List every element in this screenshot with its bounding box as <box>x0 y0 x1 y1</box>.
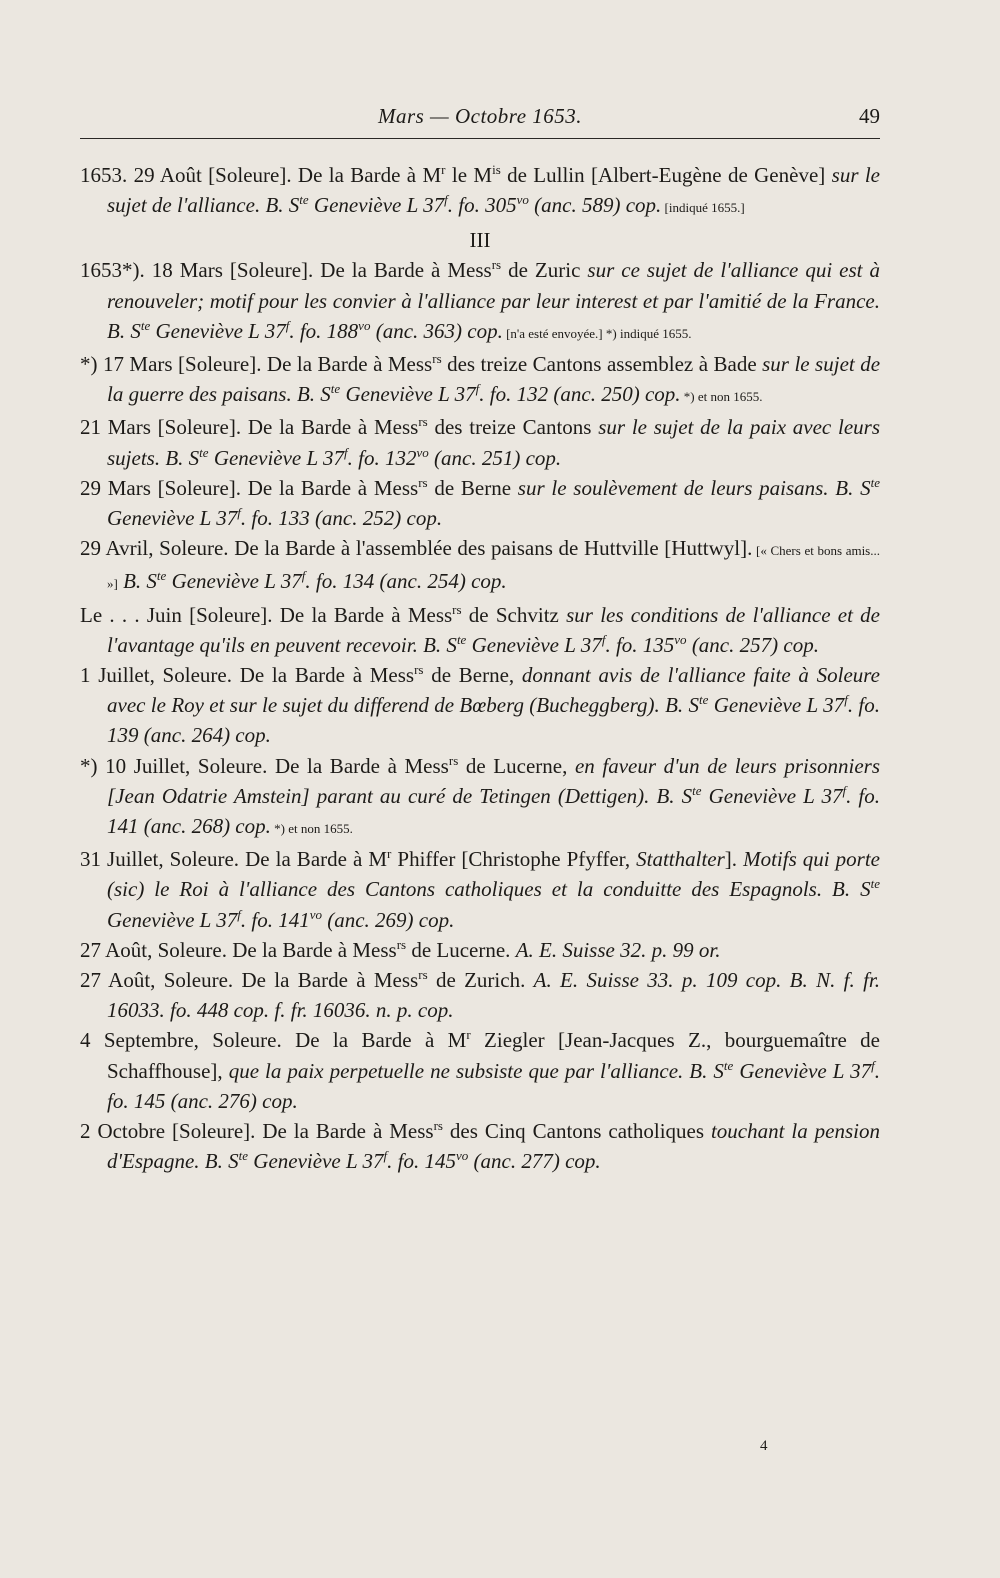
entry-superscript: rs <box>418 474 428 490</box>
entry-superscript: te <box>456 631 467 647</box>
entry-text: 21 Mars [Soleure]. De la Barde à Mess <box>80 415 419 440</box>
entry-text: 1 Juillet, Soleure. De la Barde à Mess <box>80 663 415 688</box>
entry-note: [indiqué 1655.] <box>661 200 745 216</box>
entry-text: de Zurich. <box>427 968 534 993</box>
entry-superscript: f <box>871 1057 875 1073</box>
entry-summary-text: sur ce sujet de l'alliance qui est à renouveler; motif pour les convier à l'alliance par leur interest et par l'amitié de la France. B. S <box>107 258 880 343</box>
calendar-entry <box>80 349 880 412</box>
entry-text: de Berne, <box>423 663 522 688</box>
entry-text: des Cinq Cantons catholiques <box>442 1119 711 1144</box>
entry-summary-text: donnant avis de l'alliance faite à Soleure avec le Roy et sur le sujet du differend de Bœberg (Bucheggberg). B. S <box>107 663 880 718</box>
entry-superscript: rs <box>432 351 442 367</box>
entry-text: de Berne <box>427 475 518 500</box>
calendar-entry <box>80 412 880 472</box>
entry-text: Ziegler [Jean-Jacques Z., bourguemaître de Schaffhouse], <box>107 1028 880 1083</box>
entry-summary-text: Geneviève L 37 <box>733 1058 872 1083</box>
entry-superscript: f <box>237 505 241 521</box>
entry-text: de Lucerne. <box>406 937 516 962</box>
entry-superscript: rs <box>433 1118 443 1134</box>
page-number: 49 <box>859 104 880 128</box>
entry-summary-text: (anc. 277) cop. <box>468 1149 601 1174</box>
entry-summary-text: (anc. 363) cop. <box>370 318 503 343</box>
entry-superscript: f <box>383 1148 388 1164</box>
entry-superscript: r <box>466 1027 471 1043</box>
entry-text: de Schvitz <box>461 602 567 627</box>
entry-summary-text: Geneviève L 37 <box>466 632 602 657</box>
entry-summary-text: Geneviève L 37 <box>701 783 843 808</box>
entry-summary-text: Geneviève L 37 <box>340 382 476 407</box>
entry-summary-text: Geneviève L 37 <box>107 907 238 932</box>
calendar-entry <box>80 255 880 349</box>
entry-text: 4 Septembre, Soleure. De la Barde à M <box>80 1028 467 1053</box>
entry-summary-text: . fo. 132 (anc. 250) cop. <box>479 382 681 407</box>
entry-superscript: te <box>140 317 151 333</box>
entry-summary-text: . fo. 188 <box>289 318 359 343</box>
entry-superscript: r <box>441 162 446 177</box>
calendar-entry <box>80 1116 880 1176</box>
entry-summary-text: Geneviève L 37 <box>308 193 445 218</box>
entry-superscript: f <box>842 782 847 798</box>
entry-superscript: rs <box>418 967 428 983</box>
signature-mark: 4 <box>760 1438 768 1454</box>
entry-note: [« Chers et bons amis... »] <box>107 543 880 592</box>
entry-text: de Zuric <box>501 258 588 283</box>
entry-superscript: f <box>301 568 306 584</box>
calendar-entry <box>80 935 880 965</box>
entry-superscript: f <box>601 631 606 647</box>
entry-summary-text: (anc. 269) cop. <box>321 907 455 932</box>
entry-summary-text: (anc. 589) cop. <box>528 193 662 218</box>
entry-note: *) et non 1655. <box>270 821 353 837</box>
entry-text: 31 Juillet, Soleure. De la Barde à M <box>80 847 388 872</box>
entry-text: 1653*). 18 Mars [Soleure]. De la Barde à Mess <box>80 258 492 283</box>
running-title: Mars — Octobre 1653. <box>377 104 583 128</box>
calendar-entry <box>80 751 880 845</box>
entry-summary-text: Motifs qui porte (sic) le Roi à l'alliance des Cantons catholiques et la conduitte des Espagnols. B. S <box>107 847 880 902</box>
calendar-entry <box>80 600 880 660</box>
entry-superscript: te <box>299 192 309 208</box>
calendar-entry <box>80 1025 880 1116</box>
entry-superscript: r <box>387 846 392 862</box>
entry-superscript: te <box>699 692 709 708</box>
entry-superscript: te <box>723 1057 734 1073</box>
entry-superscript: te <box>156 568 167 584</box>
entry-superscript: te <box>199 444 209 460</box>
entry-summary-text: Geneviève L 37 <box>208 445 345 470</box>
entry-superscript: rs <box>448 752 459 768</box>
entry-text: 27 Août, Soleure. De la Barde à Mess <box>80 937 397 962</box>
entry-summary-text: . fo. 139 (anc. 264) cop. <box>107 693 880 748</box>
entry-summary-text: Geneviève L 37 <box>150 318 286 343</box>
entry-text: Phiffer [Christophe Pfyffer, <box>391 847 637 872</box>
entry-superscript: te <box>870 474 880 490</box>
entry-superscript: te <box>330 381 341 397</box>
entry-note: *) et non 1655. <box>680 389 763 405</box>
entry-summary-text: . fo. 145 <box>387 1149 456 1174</box>
entry-text: *) 10 Juillet, Soleure. De la Barde à Mess <box>80 753 449 778</box>
calendar-entry <box>80 533 880 599</box>
entry-text: *) 17 Mars [Soleure]. De la Barde à Mess <box>80 352 433 377</box>
entry-summary-text: en faveur d'un de leurs prisonniers [Jean Odatrie Amstein] parant au curé de Tetingen (Dettigen). B. S <box>107 753 880 808</box>
calendar-entries <box>80 160 880 1177</box>
entry-summary-text: Geneviève L 37 <box>248 1149 384 1174</box>
entry-summary-text: . fo. 132 <box>347 445 417 470</box>
entry-superscript: rs <box>396 936 407 952</box>
entry-text: 29 Avril, Soleure. De la Barde à l'assemblée des paisans de Huttville [Huttwyl]. <box>80 536 753 561</box>
entry-summary-text: A. E. Suisse 33. p. 109 cop. B. N. f. fr. 16033. fo. 448 cop. f. fr. 16036. n. p. cop. <box>107 968 881 1023</box>
entry-superscript: vo <box>358 317 371 333</box>
entry-summary-text: B. S <box>117 569 157 594</box>
entry-summary-text: sur le sujet de l'alliance. B. S <box>107 163 881 218</box>
entry-summary-text: (anc. 257) cop. <box>686 632 819 657</box>
entry-superscript: te <box>870 876 880 892</box>
entry-note: [n'a esté envoyée.] *) indiqué 1655. <box>502 325 692 341</box>
entry-summary-text: sur le soulèvement de leurs paisans. B. S <box>517 475 871 500</box>
entry-superscript: vo <box>674 631 687 647</box>
entry-summary-text: que la paix perpetuelle ne subsiste que par l'alliance. B. S <box>228 1058 724 1083</box>
entry-superscript: rs <box>491 257 502 273</box>
entry-summary-text: . fo. 141 (anc. 268) cop. <box>107 783 880 839</box>
entry-text: le M <box>445 163 493 187</box>
entry-summary-text: touchant la pension d'Espagne. B. S <box>107 1119 881 1174</box>
calendar-entry <box>80 844 880 935</box>
entry-superscript: f <box>344 444 348 460</box>
entry-superscript: te <box>692 782 702 798</box>
entry-summary-text: . fo. 305 <box>447 193 517 218</box>
entry-summary-text: . fo. 145 (anc. 276) cop. <box>107 1058 880 1113</box>
calendar-entry <box>80 965 880 1025</box>
entry-superscript: vo <box>455 1148 469 1164</box>
entry-superscript: te <box>238 1148 249 1164</box>
entry-summary-text: sur les conditions de l'alliance et de l'avantage qu'ils en peuvent recevoir. B. S <box>107 602 881 657</box>
entry-text: 1653. 29 Août [Soleure]. De la Barde à M <box>80 163 442 187</box>
entry-superscript: f <box>285 317 290 333</box>
calendar-entry <box>80 473 880 533</box>
entry-text: de Lullin [Albert-Eugène de Genève] <box>500 163 832 187</box>
entry-text: des treize Cantons <box>427 415 599 440</box>
entry-text: de Lucerne, <box>458 753 575 778</box>
entry-summary-text: sur le sujet de la guerre des paisans. B. S <box>107 352 881 407</box>
entry-superscript: vo <box>516 192 529 208</box>
entry-text: 2 Octobre [Soleure]. De la Barde à Mess <box>80 1119 434 1144</box>
entry-superscript: f <box>844 692 848 708</box>
entry-summary-text: Geneviève L 37 <box>708 693 845 718</box>
entry-text: 29 Mars [Soleure]. De la Barde à Mess <box>80 475 419 500</box>
entry-superscript: f <box>444 192 448 208</box>
entry-summary-text: (anc. 251) cop. <box>428 445 562 470</box>
entry-superscript: rs <box>452 601 462 617</box>
entry-superscript: is <box>492 162 501 177</box>
entry-summary-text: A. E. Suisse 32. p. 99 or. <box>515 937 721 962</box>
entry-superscript: rs <box>418 414 428 430</box>
entry-text: des treize Cantons assemblez à Bade <box>441 352 763 377</box>
entry-superscript: vo <box>416 444 429 460</box>
entry-superscript: rs <box>414 662 424 678</box>
entry-text: 27 Août, Soleure. De la Barde à Mess <box>80 968 419 993</box>
entry-text: ]. <box>724 847 744 872</box>
entry-summary-text: sur le sujet de la paix avec leurs sujets. B. S <box>107 415 881 470</box>
calendar-entry <box>80 160 880 223</box>
entry-summary-text: . fo. 135 <box>605 632 675 657</box>
entry-summary-text: Statthalter <box>636 847 725 872</box>
section-heading: III <box>469 228 491 253</box>
entry-summary-text: . fo. 134 (anc. 254) cop. <box>305 569 507 594</box>
entry-superscript: f <box>475 381 480 397</box>
entry-summary-text: Geneviève L 37 <box>107 506 238 531</box>
entry-summary-text: Geneviève L 37 <box>166 569 302 594</box>
entry-summary-text: . fo. 141 <box>240 907 310 932</box>
calendar-entry <box>80 660 880 751</box>
entry-text: Le . . . Juin [Soleure]. De la Barde à Mess <box>80 602 453 627</box>
entry-summary-text: . fo. 133 (anc. 252) cop. <box>240 506 443 531</box>
running-header <box>80 98 880 139</box>
entry-superscript: vo <box>309 906 322 922</box>
entry-superscript: f <box>237 906 241 922</box>
